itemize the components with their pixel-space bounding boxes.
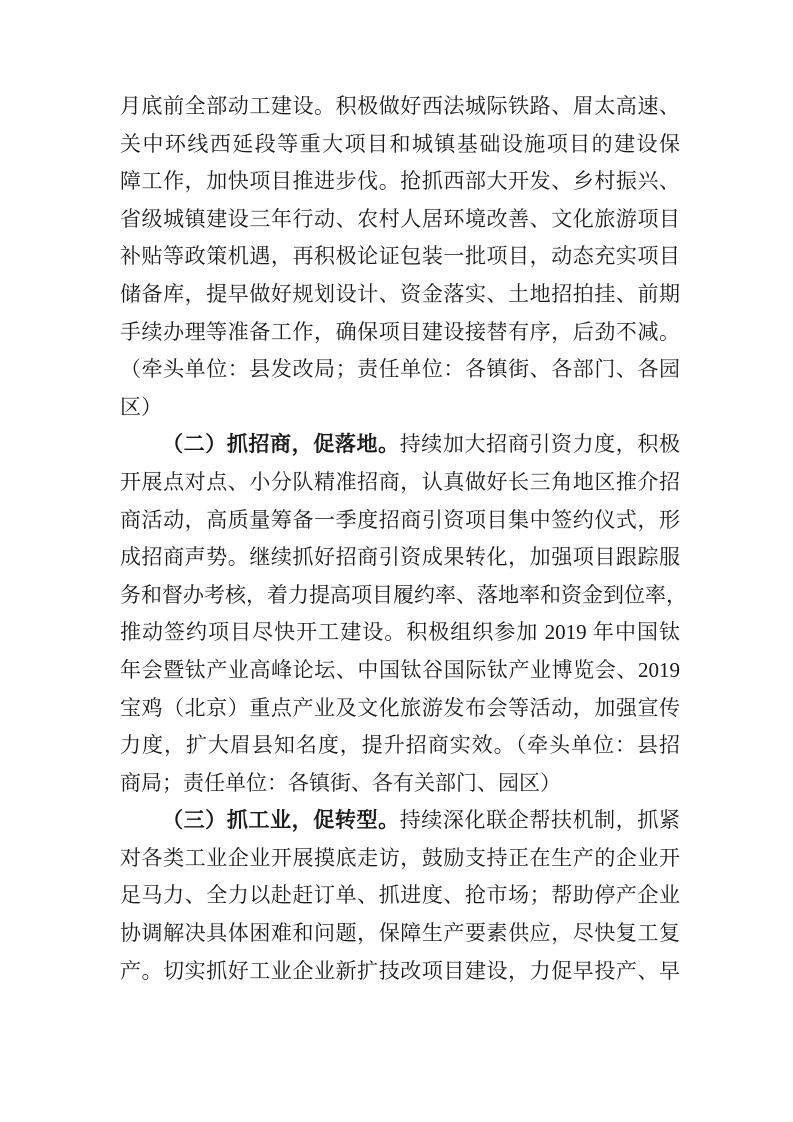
text-line: 足马力、全力以赴赶订单、抓进度、抢市场；帮助停产企业 [120, 883, 680, 908]
text-line: 商局；责任单位：各镇街、各有关部门、园区） [120, 770, 561, 795]
text-line: 产。切实抓好工业企业新扩技改项目建设，力促早投产、早 [120, 958, 680, 983]
text-line: 关中环线西延段等重大项目和城镇基础设施项目的建设保 [120, 131, 680, 156]
text-line: 协调解决具体困难和问题，保障生产要素供应，尽快复工复 [120, 921, 680, 946]
text-line: 推动签约项目尽快开工建设。积极组织参加 2019 年中国钛 [120, 620, 680, 645]
text-line: 对各类工业企业开展摸底走访，鼓励支持正在生产的企业开 [120, 845, 680, 870]
section-heading: （三）抓工业，促转型。 [162, 808, 400, 833]
text-line [120, 426, 680, 464]
text-line: 力度，扩大眉县知名度，提升招商实效。（牵头单位：县招 [120, 733, 680, 758]
text-line: 开展点对点、小分队精准招商，认真做好长三角地区推介招 [120, 469, 680, 494]
text-line: 成招商声势。继续抓好招商引资成果转化，加强项目跟踪服 [120, 545, 680, 570]
text-line: 商活动，高质量筹备一季度招商引资项目集中签约仪式，形 [120, 507, 680, 532]
text-line: 补贴等政策机遇，再积极论证包装一批项目，动态充实项目 [120, 244, 680, 269]
text-line: 年会暨钛产业高峰论坛、中国钛谷国际钛产业博览会、2019 [120, 657, 680, 682]
text-line: （牵头单位：县发改局；责任单位：各镇街、各部门、各园 [120, 357, 680, 382]
document-page [120, 88, 687, 990]
text-line: 务和督办考核，着力提高项目履约率、落地率和资金到位率， [120, 582, 687, 607]
text-run: 持续加大招商引资力度，积极 [399, 432, 681, 457]
section-heading: （二）抓招商，促落地。 [162, 432, 400, 457]
text-line: 区） [120, 394, 162, 419]
text-run: 持续深化联企帮扶机制，抓紧 [399, 808, 681, 833]
paragraph-investment-attraction [120, 426, 687, 802]
paragraph-project-construction [120, 88, 680, 426]
text-line: 手续办理等准备工作，确保项目建设接替有序，后劲不减。 [120, 319, 680, 344]
text-line: 储备库，提早做好规划设计、资金落实、土地招拍挂、前期 [120, 281, 680, 306]
text-line: 宝鸡（北京）重点产业及文化旅游发布会等活动，加强宣传 [120, 695, 680, 720]
paragraph-industry [120, 802, 680, 990]
text-line: 省级城镇建设三年行动、农村人居环境改善、文化旅游项目 [120, 206, 680, 231]
text-line [120, 802, 680, 840]
text-line: 障工作，加快项目推进步伐。抢抓西部大开发、乡村振兴、 [120, 169, 680, 194]
text-line: 月底前全部动工建设。积极做好西法城际铁路、眉太高速、 [120, 94, 680, 118]
